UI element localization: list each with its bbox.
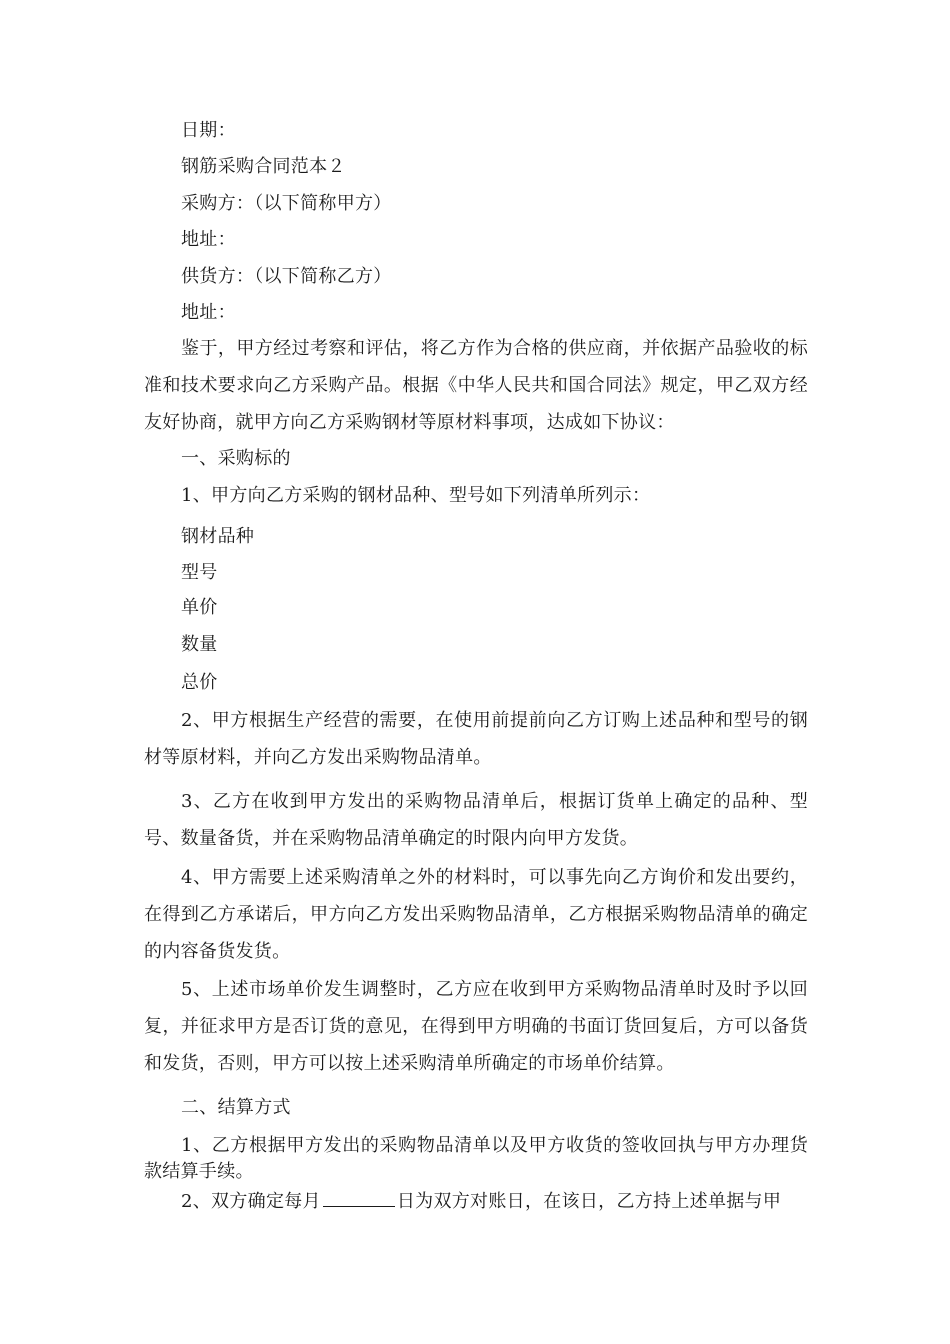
- document-title: 钢筋采购合同范本２: [181, 156, 346, 177]
- section2-item1: 1、乙方根据甲方发出的采购物品清单以及甲方收货的签收回执与甲方办理货款结算手续。: [144, 1135, 808, 1182]
- section2-item2: [181, 1188, 781, 1214]
- preamble-paragraph: 鉴于，甲方经过考察和评估，将乙方作为合格的供应商，并依据产品验收的标准和技术要求向乙方采购产品。根据《中华人民共和国合同法》规定，甲乙双方经友好协商，就甲方向乙方采购钢材等原材料事项，达成如下协议：: [144, 338, 808, 433]
- section1-item3: 3、乙方在收到甲方发出的采购物品清单后，根据订货单上确定的品种、型号、数量备货，并在采购物品清单确定的时限内向甲方发货。: [144, 791, 808, 849]
- table-label-model: 型号: [181, 562, 218, 583]
- table-label-total-price: 总价: [181, 672, 218, 693]
- section2-heading: 二、结算方式: [181, 1097, 291, 1118]
- table-label-unit-price: 单价: [181, 597, 218, 618]
- buyer-line: 采购方：（以下简称甲方）: [181, 193, 392, 214]
- section2-item2-suffix: 日为双方对账日，在该日，乙方持上述单据与甲: [396, 1191, 782, 1212]
- supplier-address-line: 地址：: [181, 302, 236, 323]
- section1-item2: 2、甲方根据生产经营的需要，在使用前提前向乙方订购上述品种和型号的钢材等原材料，并向乙方发出采购物品清单。: [144, 710, 808, 768]
- day-blank-field: [323, 1188, 395, 1207]
- supplier-line: 供货方：（以下简称乙方）: [181, 266, 392, 287]
- table-label-quantity: 数量: [181, 634, 218, 655]
- buyer-address-line: 地址：: [181, 229, 236, 250]
- section1-heading: 一、采购标的: [181, 448, 291, 469]
- table-label-steel-type: 钢材品种: [181, 526, 255, 547]
- date-line: 日期：: [181, 120, 236, 141]
- section1-item5: 5、上述市场单价发生调整时，乙方应在收到甲方采购物品清单时及时予以回复，并征求甲方是否订货的意见，在得到甲方明确的书面订货回复后，方可以备货和发货，否则，甲方可以按上述采购清单所确定的市场单价结算。: [144, 979, 808, 1074]
- section1-item1: 1、甲方向乙方采购的钢材品种、型号如下列清单所列示：: [181, 485, 651, 506]
- section1-item4: 4、甲方需要上述采购清单之外的材料时，可以事先向乙方询价和发出要约，在得到乙方承诺后，甲方向乙方发出采购物品清单，乙方根据采购物品清单的确定的内容备货发货。: [144, 867, 808, 962]
- section2-item2-prefix: 2、双方确定每月: [181, 1191, 321, 1212]
